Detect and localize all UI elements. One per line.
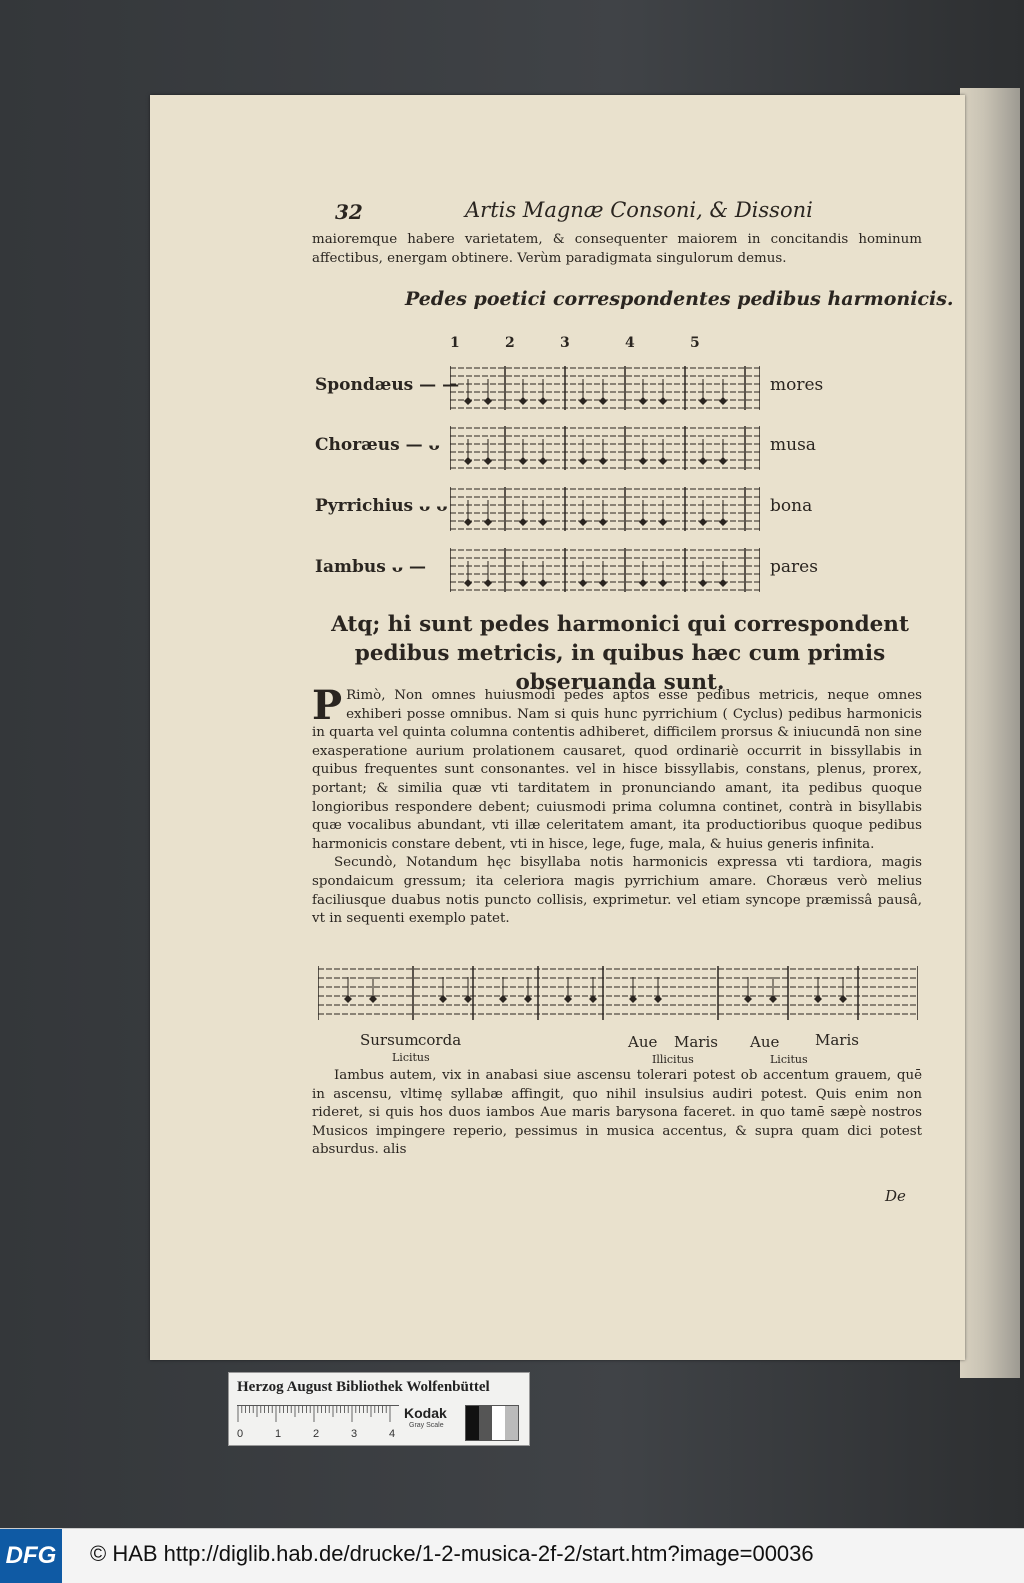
music-staff (450, 545, 760, 595)
page-number: 32 (335, 200, 363, 224)
ruler-number: 1 (275, 1428, 282, 1440)
foot-example-word: musa (770, 435, 816, 455)
foot-example-word: bona (770, 496, 813, 516)
lyric: Aue (628, 1033, 658, 1051)
column-number: 5 (690, 335, 700, 351)
kodak-logo: Kodak (404, 1405, 447, 1421)
library-color-chart (228, 1372, 530, 1446)
kodak-subtitle: Gray Scale (409, 1422, 444, 1429)
lyric: Aue (750, 1033, 780, 1051)
foot-name: Choræus — ᴗ (315, 435, 440, 455)
gray-scale-patches (465, 1405, 519, 1441)
footer-bar (0, 1528, 1024, 1583)
lyric-note: Licitus (770, 1053, 808, 1066)
lyric: corda (418, 1031, 462, 1049)
foot-row-choraeus (315, 423, 915, 473)
lyric: Maris (674, 1033, 718, 1051)
scale-ruler (237, 1405, 399, 1424)
ruler-number: 0 (237, 1428, 244, 1440)
lyric: Maris (815, 1031, 859, 1049)
library-name: Herzog August Bibliothek Wolfenbüttel (237, 1379, 490, 1395)
foot-example-word: pares (770, 557, 818, 577)
music-example (318, 963, 918, 1025)
foot-name: Pyrrichius ᴗ ᴗ (315, 496, 448, 516)
column-number: 1 (450, 335, 460, 351)
music-staff (450, 484, 760, 534)
lyric: Sursum (360, 1031, 419, 1049)
lyric-note: Licitus (392, 1051, 430, 1064)
paragraph-2-text: Rimò, Non omnes huiusmodi pedes aptos esse pedibus metricis, neque omnes exhiberi posse omnibus. Nam si quis hunc pyrrichium ( Cyclus) pedibus harmonicis in quarta vel quinta columna contentis adhiberet, difficilem prorsus & iniucundā non sine exasperatione aurium prolationem causaret, quod ordinariè occurrit in bissyllabis in quibus frequentes sunt consonantes. vel in hisce bissyllabis, constans, plenus, prorex, portant; & similia quæ vti tarditatem in pronunciando amant, ita pedibus quoque longioribus respondere debent; cuiusmodi prima columna continet, contrà in bisyllabis quæ vocalibus abundant, vti illæ celeritatem amant, ita productioribus quoque pedibus harmonicis constare debent, vti in hisce, lege, fuge, mala, & huius generis infinita. (312, 688, 922, 852)
foot-row-iambus (315, 545, 915, 595)
foot-row-spondaeus (315, 363, 915, 413)
foot-name: Iambus ᴗ — (315, 557, 426, 577)
paragraph-3: Secundò, Notandum hęc bisyllaba notis harmonicis expressa vti tardiora, magis spondaicum gressum; ita celeriora magis pyrrichium amare. Choræus verò melius faciliusque duabus notis punctо collisis, exprimetur. vel etiam syncope præmissâ pausâ, vt in sequenti exemplo patet. (312, 855, 922, 927)
running-head (335, 198, 813, 228)
copyright-url[interactable]: © HAB http://diglib.hab.de/drucke/1-2-musica-2f-2/start.htm?image=00036 (90, 1541, 814, 1566)
foot-row-pyrrichius (315, 484, 915, 534)
dfg-logo: DFG (0, 1529, 62, 1583)
figure-caption: Pedes poetici correspondentes pedibus harmonicis. (405, 288, 954, 310)
drop-cap: P (312, 682, 343, 729)
running-head-title: Artis Magnæ Consoni, & Dissoni (465, 198, 813, 222)
paragraph-4: Iambus autem, vix in anabasi siue ascensu tolerari potest ob accentum grauem, quē in ascensu, vltimę syllabæ affingit, quo nihil insulsius audiri potest. Quis enim non rideret, si quis hos duos iambos Aue maris barysona faceret. in quo tamē sæpè nostros Musicos impingere reperio, pessimus in musica accentus, & supra quam dici potest absurdus. alis (312, 1068, 922, 1158)
lyric-note: Illicitus (652, 1053, 694, 1066)
music-staff (450, 423, 760, 473)
paragraph-2 (312, 682, 922, 929)
column-number: 3 (560, 335, 570, 351)
paragraph-1: maioremque habere varietatem, & consequenter maiorem in concitandis hominum affectibus, energam obtinere. Verùm paradigmata singulorum demus. (312, 232, 922, 266)
foot-example-word: mores (770, 375, 824, 395)
ruler-number: 4 (389, 1428, 396, 1440)
column-number: 2 (505, 335, 515, 351)
music-staff (450, 363, 760, 413)
foot-name: Spondæus — — (315, 375, 460, 395)
facing-page-edge (960, 88, 1020, 1378)
ruler-number: 3 (351, 1428, 358, 1440)
section-heading: Atq; hi sunt pedes harmonici qui correspondent pedibus metricis, in quibus hæc cum primis obseruanda sunt. (331, 612, 909, 695)
catchword: De (885, 1187, 906, 1205)
book-page (150, 95, 965, 1360)
column-number: 4 (625, 335, 635, 351)
ruler-number: 2 (313, 1428, 320, 1440)
column-numbers (450, 335, 750, 355)
